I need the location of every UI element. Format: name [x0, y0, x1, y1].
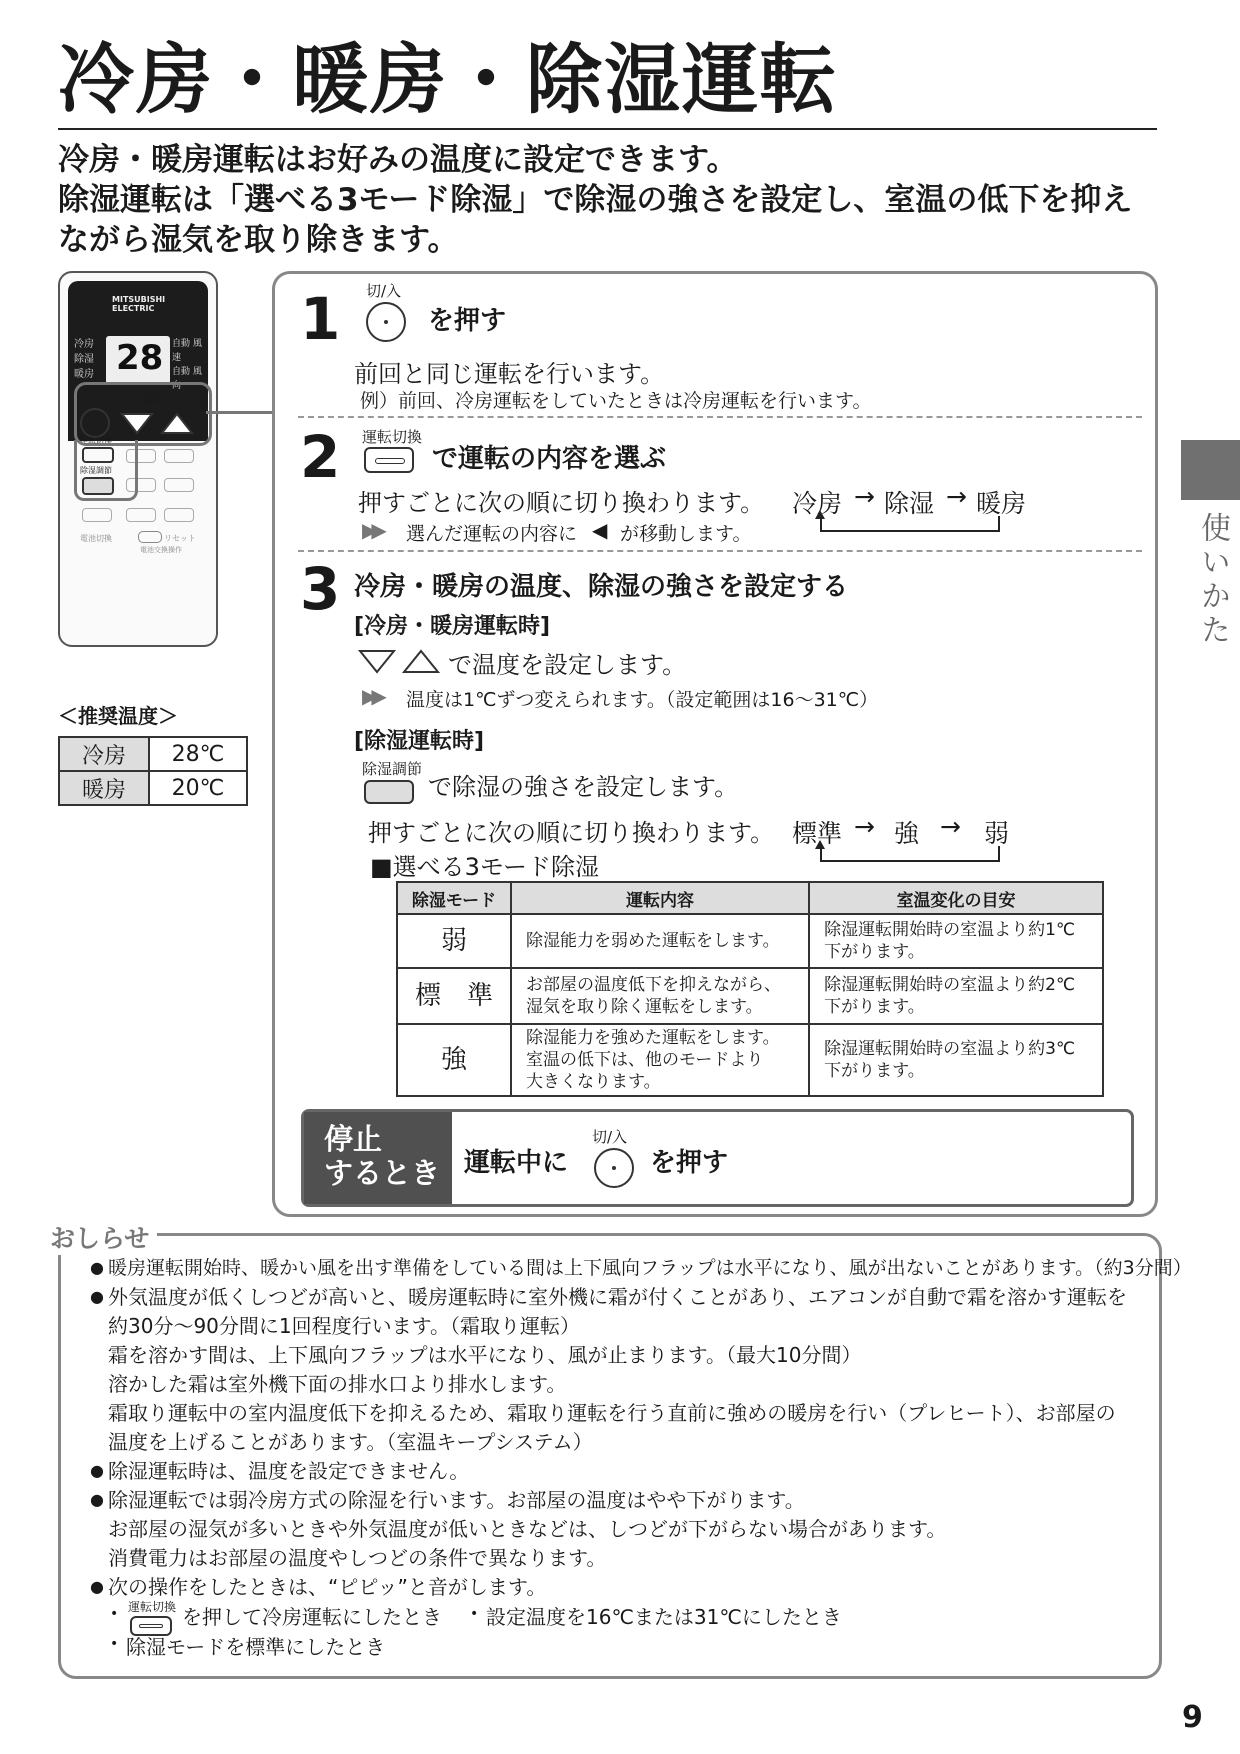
table-row	[59, 737, 247, 771]
bullet-icon: ●	[90, 1461, 104, 1480]
step-3-temp-note: 温度は1℃ずつ変えられます。（設定範囲は16〜31℃）	[406, 689, 879, 711]
notice-line: 溶かした霜は室外機下面の排水口より排水します。	[108, 1372, 567, 1396]
flow-item: 弱	[984, 819, 1010, 848]
bullet-icon: ●	[90, 1287, 104, 1306]
change-cell: 除湿運転開始時の室温より約1℃ 下がります。	[809, 914, 1103, 968]
flow-arrow-icon: →	[940, 812, 961, 841]
notice-sub-line: 除湿モードを標準にしたとき	[126, 1635, 386, 1659]
flow-item: 強	[894, 819, 920, 848]
flow-item: 冷房	[792, 489, 843, 518]
remote-callout-line	[206, 411, 274, 414]
remote-reset-label: リセット	[164, 534, 196, 543]
title-rule	[58, 128, 1157, 130]
notice-line: お部屋の湿気が多いときや外気温度が低いときなどは、しつどが下がらない場合があります。	[108, 1517, 947, 1541]
flow-return-arrow-icon	[815, 840, 825, 849]
recommended-temp: 20℃	[149, 771, 247, 805]
bullet-icon: ●	[90, 1490, 104, 1509]
dehumid-mode-table	[396, 881, 1104, 1097]
step-3-dehumid-cycle: 押すごとに次の順に切り換わります。	[368, 819, 775, 847]
step-3-number: 3	[300, 555, 341, 623]
flow-arrow-icon: →	[946, 482, 967, 511]
notice-line: 除湿運転時は、温度を設定できません。	[108, 1459, 470, 1483]
remote-reset-button	[138, 531, 162, 543]
step-3-temp-text: で温度を設定します。	[448, 651, 687, 679]
step-2-note-post: が移動します。	[620, 523, 752, 545]
step-divider	[298, 550, 1142, 552]
recommended-title: ＜推奨温度＞	[58, 704, 178, 728]
notice-line: 次の操作をしたときは、“ピピッ”と音がします。	[108, 1575, 547, 1599]
flow-item: 標準	[792, 819, 843, 848]
remote-highlight	[74, 382, 212, 446]
lead-line-1: 冷房・暖房運転はお好みの温度に設定できます。	[58, 142, 738, 178]
step-2-note-pre: 選んだ運転の内容に	[406, 523, 578, 545]
mode-button-label: 運転切換	[128, 1600, 177, 1614]
step-3-heading: 冷房・暖房の温度、除湿の強さを設定する	[354, 572, 849, 602]
note-arrow-icon: ▶▶	[362, 518, 381, 542]
flow-return-arrow-icon	[815, 510, 825, 519]
flow-arrow-icon: →	[854, 812, 875, 841]
recommended-mode: 暖房	[59, 771, 149, 805]
remote-temp: 28	[116, 338, 164, 378]
remote-small-button	[126, 508, 156, 522]
step-1-button-label: 切/入	[366, 282, 402, 300]
dehumid-button-label: 除湿調節	[362, 760, 423, 778]
table-header-row	[397, 882, 1103, 914]
table-row	[397, 968, 1103, 1024]
note-arrow-icon: ▶▶	[362, 684, 381, 708]
step-2-heading: で運転の内容を選ぶ	[432, 444, 667, 474]
table-header: 除湿モード	[397, 882, 511, 914]
remote-dehumid-label: 除湿調節	[80, 466, 112, 475]
notice-line: 暖房運転開始時、暖かい風を出す準備をしている間は上下風向フラップは水平になり、風が出ないことがあります。（約3分間）	[108, 1257, 1192, 1279]
flow-arrow-icon: →	[854, 482, 875, 511]
pointer-triangle-icon: ◀	[592, 518, 608, 542]
content-cell: お部屋の温度低下を抑えながら、 湿気を取り除く運転をします。	[511, 968, 809, 1024]
remote-right-labels: 自動 風速 自動 風向	[172, 339, 202, 391]
page-title: 冷房・暖房・除湿運転	[58, 35, 838, 124]
change-cell: 除湿運転開始時の室温より約3℃ 下がります。	[809, 1024, 1103, 1096]
section-tab-label: 使いかた	[1195, 512, 1230, 648]
recommended-temp: 28℃	[149, 737, 247, 771]
step-divider	[298, 416, 1142, 418]
remote-small-button	[82, 508, 112, 522]
notice-line: 温度を上げることがあります。（室温キープシステム）	[108, 1430, 593, 1454]
step-3-sub-dehumid: [除湿運転時]	[354, 729, 485, 754]
stop-pre-text: 運転中に	[464, 1148, 569, 1178]
page-number: 9	[1182, 1700, 1203, 1735]
recommended-table	[58, 736, 248, 806]
dehumid-table-title: ■選べる3モード除湿	[370, 853, 599, 881]
dehumid-mode-cell: 弱	[397, 914, 511, 968]
notice-line: 霜を溶かす間は、上下風向フラップは水平になり、風が止まります。（最大10分間）	[108, 1343, 862, 1367]
notice-sub-line: を押して冷房運転にしたとき	[182, 1605, 442, 1629]
flow-item: 暖房	[976, 489, 1027, 518]
step-2-button-label: 運転切換	[362, 428, 423, 446]
content-cell: 除湿能力を弱めた運転をします。	[511, 914, 809, 968]
remote-power-label: 切/入	[84, 393, 110, 406]
remote-mode-label: 運転切換	[80, 436, 112, 445]
flow-item: 除湿	[884, 489, 935, 518]
stop-button-label: 切/入	[592, 1128, 628, 1146]
step-2-number: 2	[300, 423, 341, 491]
flow-return-line	[820, 516, 1000, 532]
table-header: 運転内容	[511, 882, 809, 914]
remote-small-button	[164, 449, 194, 463]
notice-sub-line: 設定温度を16℃または31℃にしたとき	[486, 1605, 842, 1629]
notice-title: おしらせ	[50, 1219, 157, 1255]
step-1-heading: を押す	[428, 306, 507, 336]
table-row	[59, 771, 247, 805]
table-row	[397, 1024, 1103, 1096]
remote-small-button	[164, 508, 194, 522]
change-cell: 除湿運転開始時の室温より約2℃ 下がります。	[809, 968, 1103, 1024]
remote-battery-label: 電池切換	[80, 534, 112, 543]
power-button-icon	[366, 302, 406, 342]
temp-buttons-icon	[358, 648, 442, 674]
remote-mode-list: 冷房 除湿 暖房	[74, 339, 94, 380]
recommended-mode: 冷房	[59, 737, 149, 771]
remote-highlight	[74, 440, 138, 501]
remote-brand: MITSUBISHI ELECTRIC	[112, 295, 166, 313]
lead-line-3: ながら湿気を取り除きます。	[58, 222, 459, 258]
remote-small-button	[164, 478, 194, 492]
table-header: 室温変化の目安	[809, 882, 1103, 914]
bullet-icon: ●	[90, 1258, 104, 1277]
sub-bullet-icon: •	[110, 1636, 119, 1652]
stop-post-text: を押す	[650, 1148, 729, 1178]
dehumid-mode-cell: 標 準	[397, 968, 511, 1024]
notice-line: 除湿運転では弱冷房方式の除湿を行います。お部屋の温度はやや下がります。	[108, 1488, 805, 1512]
lead-line-2: 除湿運転は「選べる3モード除湿」で除湿の強さを設定し、室温の低下を抑え	[58, 182, 1133, 218]
content-cell: 除湿能力を強めた運転をします。 室温の低下は、他のモードより 大きくなります。	[511, 1024, 809, 1096]
notice-line: 外気温度が低くしつどが高いと、暖房運転時に室外機に霜が付くことがあり、エアコンが自動で霜を溶かす運転を	[108, 1285, 1127, 1309]
table-row	[397, 914, 1103, 968]
sub-bullet-icon: •	[110, 1606, 119, 1622]
remote-temp-label: 温度	[142, 393, 164, 406]
step-3-dehumid-text: で除湿の強さを設定します。	[428, 773, 739, 801]
mode-button-icon	[364, 447, 414, 473]
power-button-icon	[594, 1148, 634, 1188]
flow-return-line	[820, 846, 1000, 862]
notice-line: 約30分〜90分間に1回程度行います。（霜取り運転）	[108, 1314, 581, 1338]
dehumid-mode-cell: 強	[397, 1024, 511, 1096]
section-tab	[1181, 440, 1240, 500]
step-1-example: 例）前回、冷房運転をしていたときは冷房運転を行います。	[360, 390, 872, 412]
stop-label: 停止 するとき	[304, 1112, 452, 1204]
sub-bullet-icon: •	[470, 1606, 479, 1622]
notice-line: 霜取り運転中の室内温度低下を抑えるため、霜取り運転を行う直前に強めの暖房を行い（プレヒート）、お部屋の	[108, 1401, 1116, 1425]
remote-lcd	[106, 336, 170, 384]
remote-battery-change-label: 電池交換操作	[140, 546, 182, 554]
dehumid-button-icon	[364, 780, 414, 804]
step-2-text: 押すごとに次の順に切り換わります。	[358, 489, 765, 517]
stop-box	[301, 1109, 1134, 1207]
step-1-text: 前回と同じ運転を行います。	[354, 360, 665, 388]
notice-line: 消費電力はお部屋の温度やしつどの条件で異なります。	[108, 1546, 607, 1570]
bullet-icon: ●	[90, 1577, 104, 1596]
step-1-number: 1	[300, 285, 341, 353]
step-3-sub-cool-heat: [冷房・暖房運転時]	[354, 614, 551, 639]
